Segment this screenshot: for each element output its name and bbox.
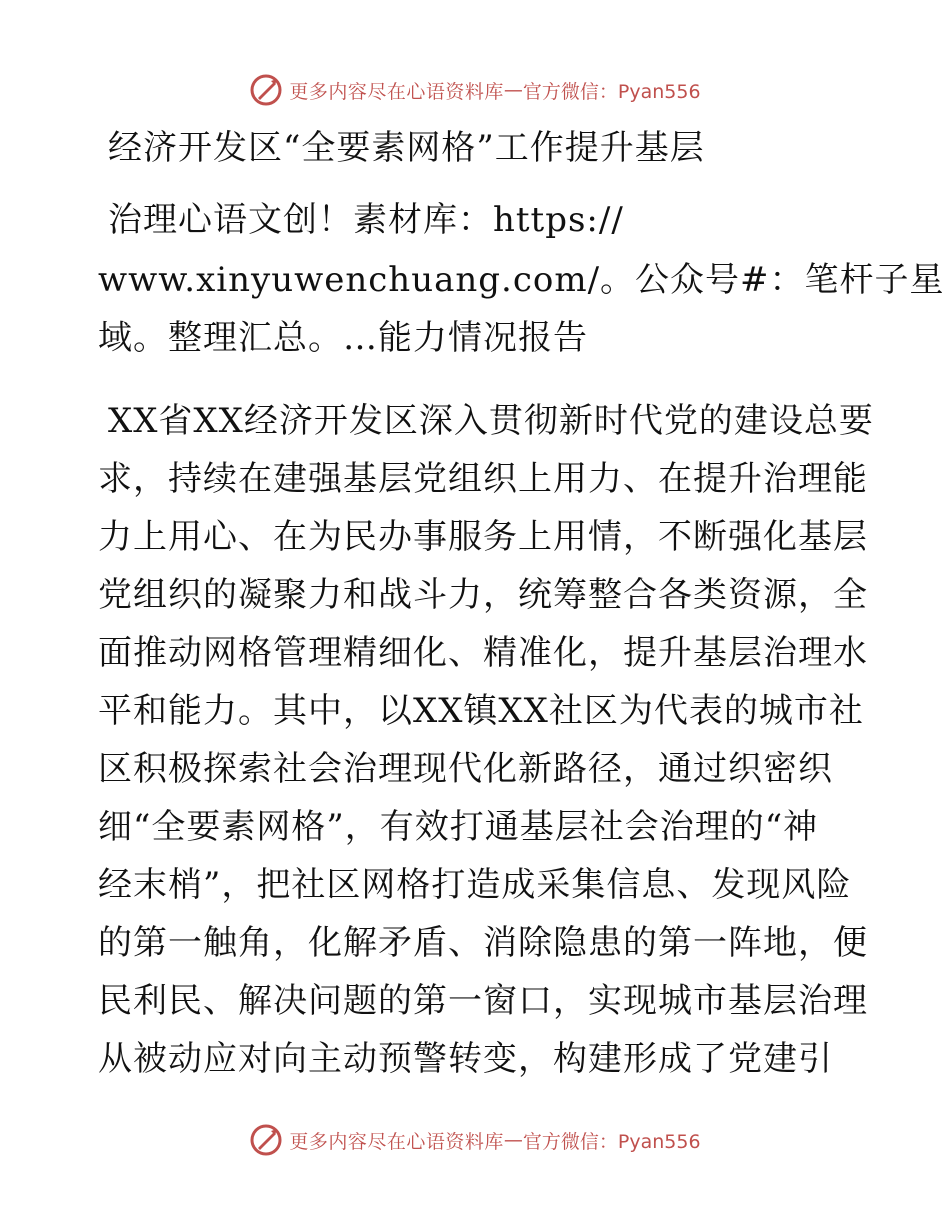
body-paragraph [98, 392, 874, 1088]
document-title-line-4: 域。整理汇总。…能力情况报告 [98, 318, 588, 358]
header-banner [0, 70, 950, 110]
footer-banner [0, 1120, 950, 1160]
banner-contact: 官方微信：Pyan556 [522, 1130, 701, 1153]
banner-brand: 更多内容尽在心语资料库 [289, 80, 504, 103]
paragraph-line: 平和能力。其中，以XX镇XX社区为代表的城市社 [98, 691, 864, 731]
document-title-line-3: www.xinyuwenchuang.com/。公众号#：笔杆子星 [98, 260, 945, 300]
paragraph-line: XX省XX经济开发区深入贯彻新时代党的建设总要 [108, 401, 874, 441]
paragraph-line: 的第一触角，化解矛盾、消除隐患的第一阵地，便 [98, 923, 868, 963]
document-title-line-2: 治理心语文创！素材库：https:// [108, 200, 624, 240]
banner-dash: — [503, 1129, 523, 1151]
paragraph-line: 党组织的凝聚力和战斗力，统筹整合各类资源，全 [98, 575, 868, 615]
paragraph-line: 民利民、解决问题的第一窗口，实现城市基层治理 [98, 981, 868, 1021]
banner-brand: 更多内容尽在心语资料库 [289, 1130, 504, 1153]
quill-pen-logo-icon [249, 1123, 283, 1157]
quill-pen-logo-icon [249, 73, 283, 107]
paragraph-line: 求，持续在建强基层党组织上用力、在提升治理能 [98, 459, 868, 499]
paragraph-line: 区积极探索社会治理现代化新路径，通过织密织 [98, 749, 833, 789]
paragraph-line: 经末梢”，把社区网格打造成采集信息、发现风险 [98, 865, 852, 905]
paragraph-line: 从被动应对向主动预警转变，构建形成了党建引 [98, 1039, 833, 1079]
document-title-line-1: 经济开发区“全要素网格”工作提升基层 [108, 128, 705, 168]
paragraph-line: 面推动网格管理精细化、精准化，提升基层治理水 [98, 633, 868, 673]
paragraph-line: 细“全要素网格”，有效打通基层社会治理的“神 [98, 807, 819, 847]
paragraph-line: 力上用心、在为民办事服务上用情，不断强化基层 [98, 517, 868, 557]
banner-dash: — [503, 79, 523, 101]
banner-contact: 官方微信：Pyan556 [522, 80, 701, 103]
